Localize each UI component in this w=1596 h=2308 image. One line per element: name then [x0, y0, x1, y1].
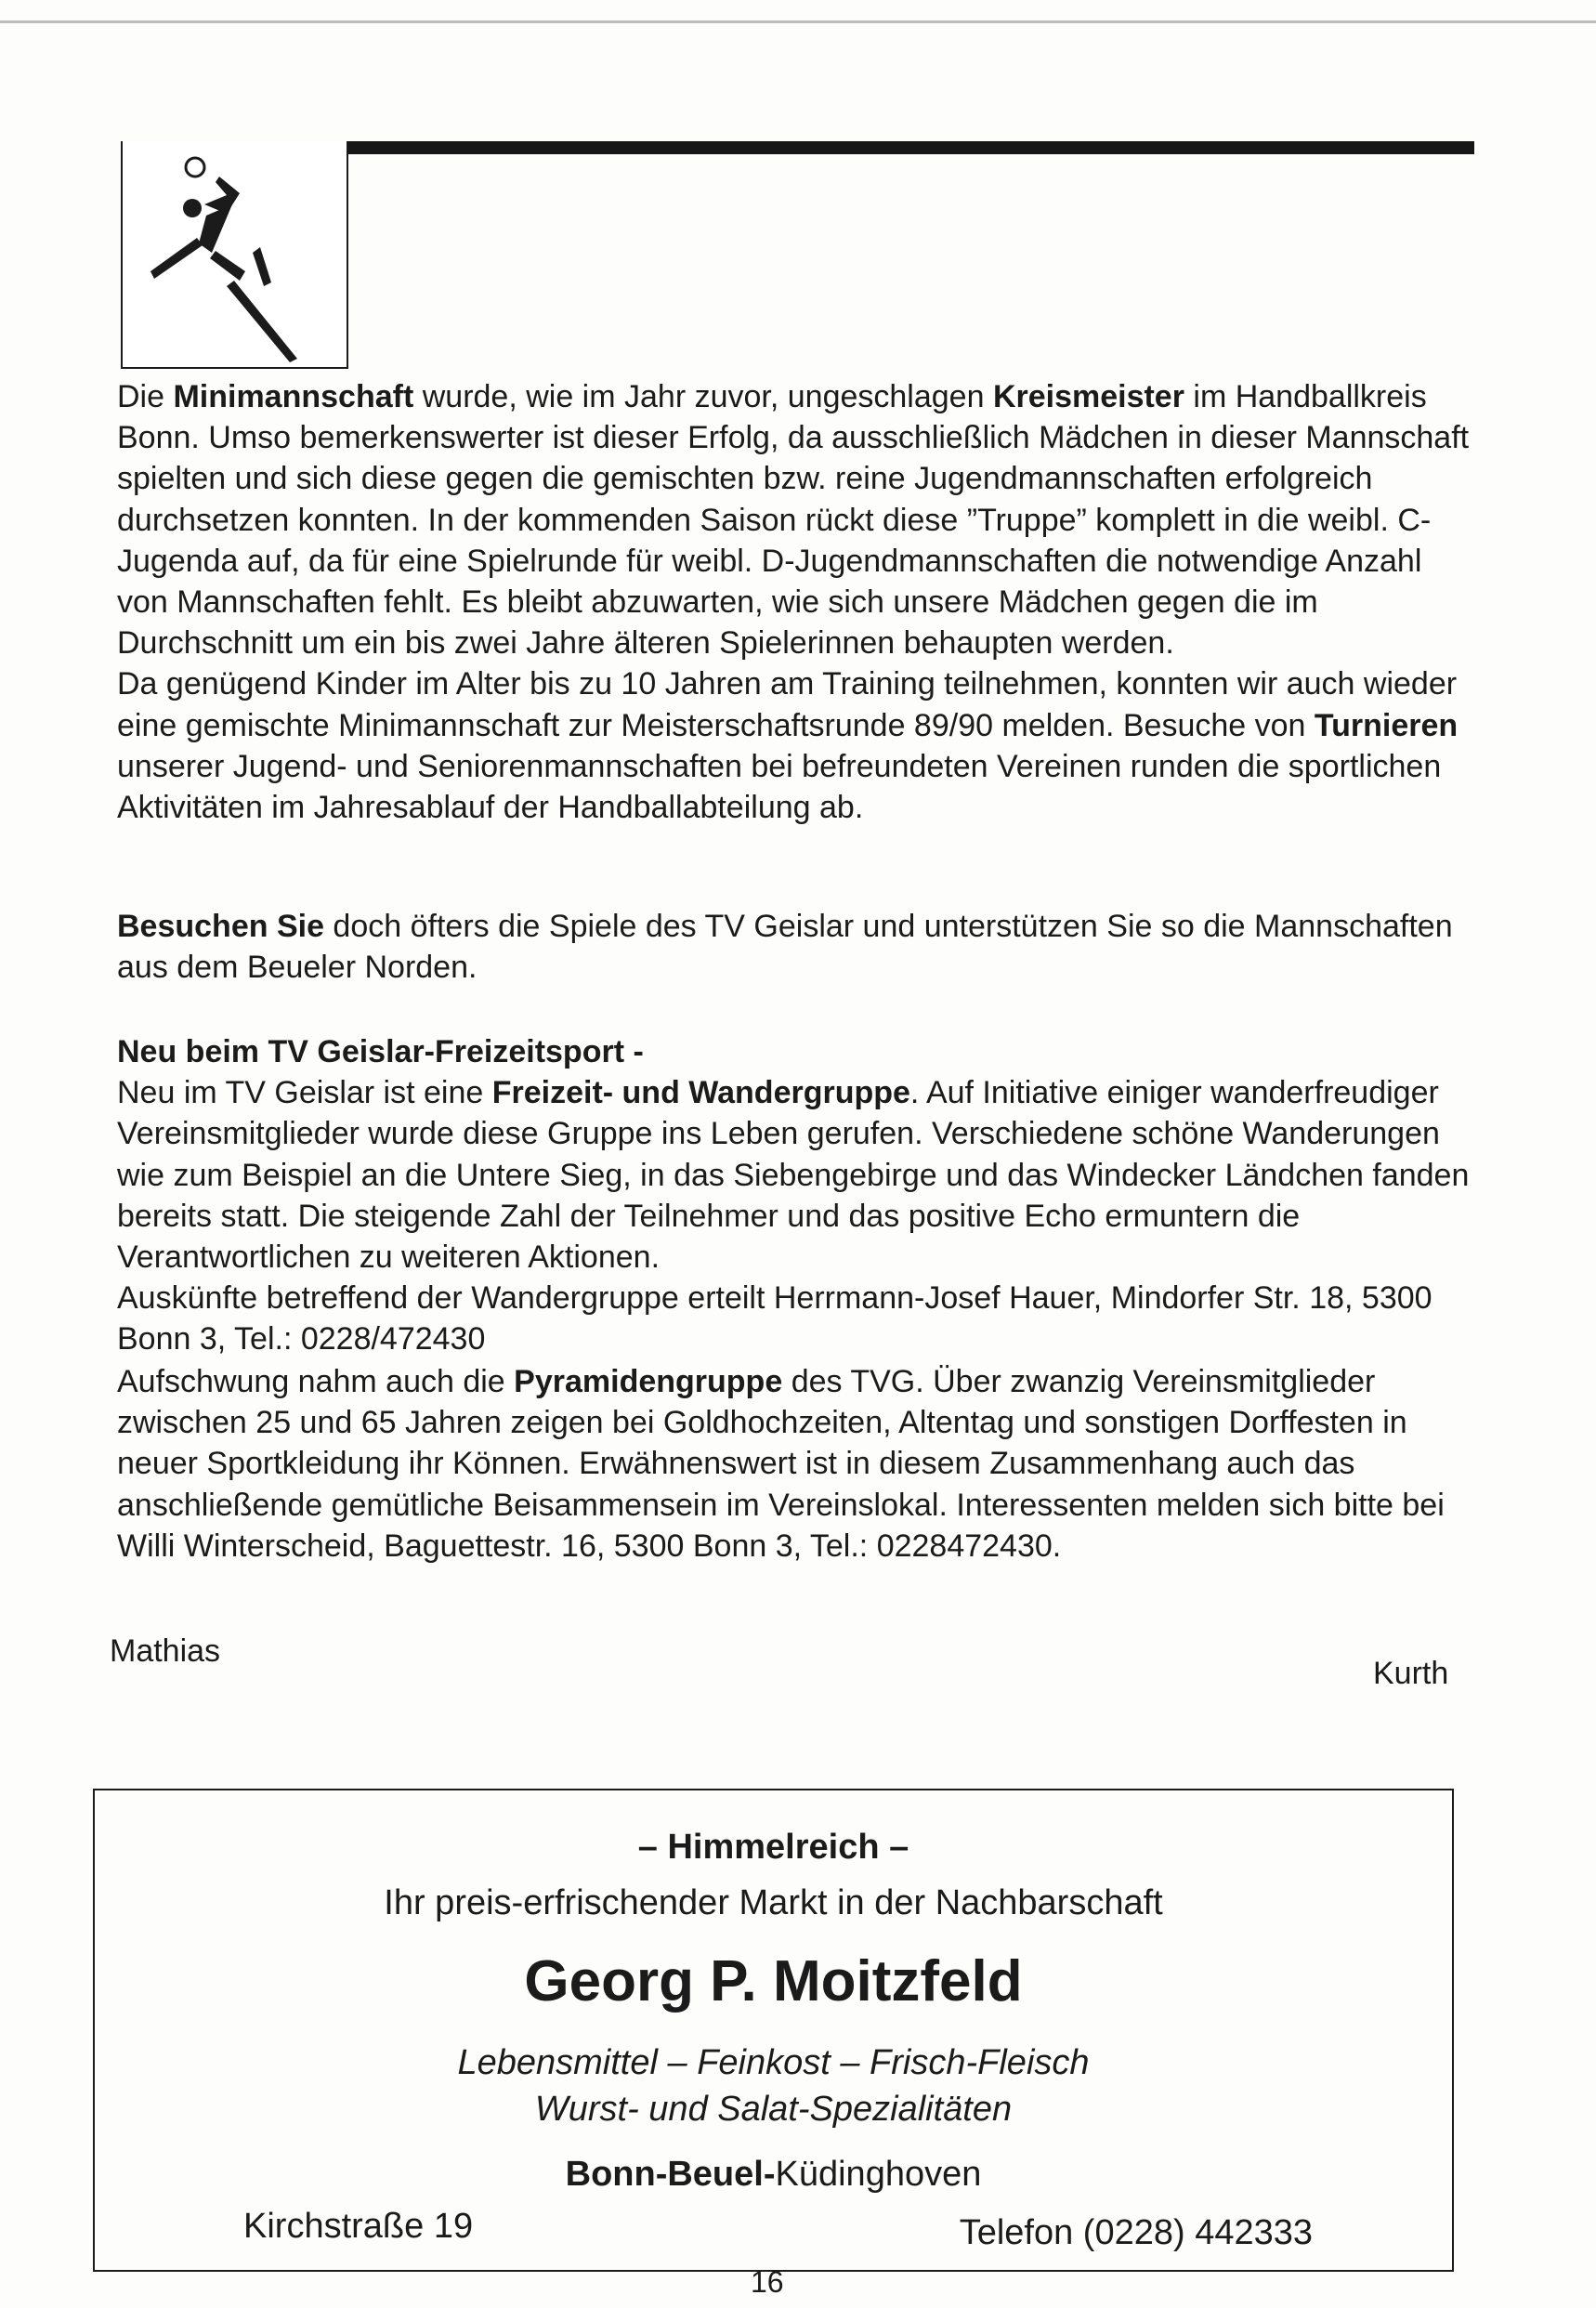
handball-logo — [121, 141, 348, 369]
body-text: Neu im TV Geislar ist eine — [117, 1075, 492, 1111]
page-top-edge — [0, 20, 1596, 23]
bold-text: Kreismeister — [992, 379, 1184, 414]
body-text: des TVG. Über zwanzig Vereinsmitglieder zwischen 25 und 65 Jahren zeigen bei Goldhochzeiten, Altentag und sonstigen Dorffesten in neuer Sportkleidung ihr Können. Erwähnenswert ist in diesem Zusammenhang auch das anschließende gemütliche Beisammensein im Vereinslokal. Interessenten melden sich bitte bei Willi Winterscheid, Baguettestr. 16, 5300 Bonn 3, Tel.: 0228472430. — [117, 1364, 1445, 1564]
ad-location — [95, 2155, 1452, 2195]
paragraph-pyramidengruppe — [117, 1361, 1473, 1567]
paragraph-minimannschaft — [117, 376, 1473, 828]
handball-player-icon — [123, 141, 350, 369]
bold-text: Besuchen Sie — [117, 909, 324, 944]
paragraph-freizeitsport — [117, 1031, 1473, 1360]
bold-text: Freizeit- und Wandergruppe — [491, 1075, 910, 1111]
body-text: . Auf Initiative einiger wanderfreudiger Vereinsmitglieder wurde diese Gruppe ins Leben gerufen. Verschiedene schöne Wanderungen wie zum Beispiel an die Untere Sieg, in das Siebengebirge und das Windecker Ländchen fanden bereits statt. Die steigende Zahl der Teilnehmer und das positive Echo ermuntern die Verantwortlichen zu weiteren Aktionen. — [117, 1075, 1470, 1275]
body-text: Auskünfte betreffend der Wandergruppe erteilt Herrmann-Josef Hauer, Mindorfer Str. 18, 5300 Bonn 3, Tel.: 0228/472430 — [117, 1280, 1432, 1357]
body-text: unserer Jugend- und Seniorenmannschaften bei befreundeten Vereinen runden die sportlichen Aktivitäten im Jahresablauf der Handballabteilung ab. — [117, 748, 1442, 825]
ad-products-2: Wurst- und Salat-Spezialitäten — [534, 2090, 1013, 2129]
ad-slogan: Ihr preis-erfrischender Markt in der Nachbarschaft — [384, 1883, 1163, 1922]
body-text: Aufschwung nahm auch die — [117, 1364, 515, 1399]
signature-left: Mathias — [110, 1633, 221, 1669]
ad-city-bold: Bonn-Beuel- — [565, 2155, 776, 2194]
ad-address: Kirchstraße 19 — [243, 2207, 474, 2246]
body-text: doch öfters die Spiele des TV Geislar und unterstützen Sie so die Mannschaften aus dem Beueler Norden. — [117, 909, 1453, 986]
page-number: 16 — [751, 2265, 784, 2299]
bold-text: Minimannschaft — [173, 379, 414, 414]
ad-products-1: Lebensmittel – Feinkost – Frisch-Fleisch — [457, 2043, 1090, 2082]
ad-tagline: – Himmelreich – — [637, 1828, 909, 1867]
bold-text: Turnieren — [1314, 707, 1459, 743]
signature-right: Kurth — [1373, 1656, 1449, 1691]
ad-city-rest: Küdinghoven — [775, 2155, 982, 2194]
bold-text: Neu beim TV Geislar-Freizeitsport - — [117, 1034, 644, 1069]
advertisement-box — [93, 1789, 1454, 2272]
body-text: Die — [117, 379, 174, 414]
body-text: wurde, wie im Jahr zuvor, ungeschlagen — [413, 379, 993, 414]
ad-company-name: Georg P. Moitzfeld — [524, 1949, 1023, 2013]
body-text: Da genügend Kinder im Alter bis zu 10 Jahren am Training teilnehmen, konnten wir auch wieder eine gemischte Minimannschaft zur Meisterschaftsrunde 89/90 melden. Besuche von — [117, 666, 1458, 743]
ad-phone: Telefon (0228) 442333 — [959, 2213, 1313, 2252]
bold-text: Pyramidengruppe — [514, 1364, 783, 1399]
body-text: im Handballkreis Bonn. Umso bemerkenswerter ist dieser Erfolg, da ausschließlich Mädchen in dieser Mannschaft spielten und sich diese gegen die gemischten bzw. reine Jugendmannschaften erfolgreich durchsetzen konnten. In der kommenden Saison rückt diese ”Truppe” komplett in die weibl. C-Jugenda auf, da für eine Spielrunde für weibl. D-Jugendmannschaften die notwendige Anzahl von Mannschaften fehlt. Es bleibt abzuwarten, wie sich unsere Mädchen gegen die im Durchschnitt um ein bis zwei Jahre älteren Spielerinnen behaupten werden. — [117, 379, 1470, 662]
paragraph-besuchen — [117, 906, 1473, 988]
